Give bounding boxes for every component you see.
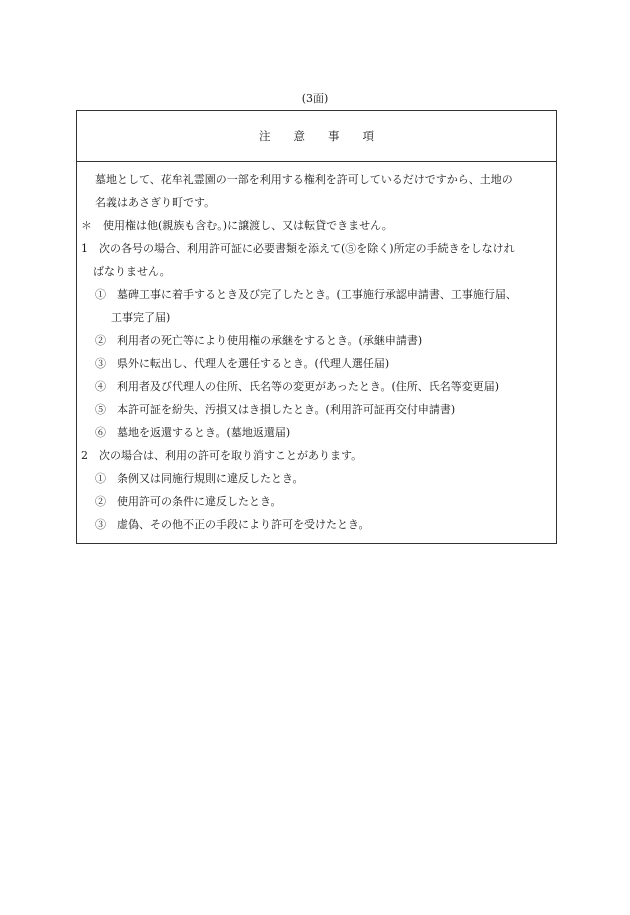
notice-line-section-1: 1 次の各号の場合、利用許可証に必要書類を添えて(⑤を除く)所定の手続きをしなけれ [81, 242, 515, 255]
notice-line-revoke-3: ③ 虚偽、その他不正の手段により許可を受けたとき。 [95, 518, 370, 531]
notice-line-intro-1: 墓地として、花牟礼霊園の一部を利用する権利を許可しているだけですから、土地の [95, 173, 513, 186]
notice-line-revoke-1: ① 条例又は同施行規則に違反したとき。 [95, 472, 304, 485]
notice-line-item-2: ② 利用者の死亡等により使用権の承継をするとき。(承継申請書) [95, 334, 423, 347]
notice-title: 注 意 事 項 [259, 129, 374, 143]
notice-line-section-2: 2 次の場合は、利用の許可を取り消すことがあります。 [81, 449, 363, 462]
notice-header [77, 111, 556, 162]
notice-line-item-1: ① 墓碑工事に着手するとき及び完了したとき。(工事施行承認申請書、工事施行届、 [95, 288, 517, 301]
notice-body [77, 162, 556, 536]
notice-line-item-6: ⑥ 墓地を返還するとき。(墓地返還届) [95, 426, 291, 439]
notice-line-section-1-cont: ばなりません。 [93, 265, 171, 278]
notice-box [76, 110, 557, 544]
notice-line-item-3: ③ 県外に転出し、代理人を選任するとき。(代理人選任届) [95, 357, 390, 370]
notice-line-intro-2: 名義はあさぎり町です。 [95, 196, 216, 209]
page-label: (3面) [301, 92, 329, 105]
notice-line-item-5: ⑤ 本許可証を紛失、汚損又はき損したとき。(利用許可証再交付申請書) [95, 403, 456, 416]
notice-line-transfer-prohibition: ＊ 使用権は他(親族も含む。)に譲渡し、又は転貸できません。 [81, 219, 393, 232]
notice-line-item-4: ④ 利用者及び代理人の住所、氏名等の変更があったとき。(住所、氏名等変更届) [95, 380, 500, 393]
notice-line-item-1-cont: 工事完了届) [111, 311, 171, 324]
notice-line-revoke-2: ② 使用許可の条件に違反したとき。 [95, 495, 282, 508]
